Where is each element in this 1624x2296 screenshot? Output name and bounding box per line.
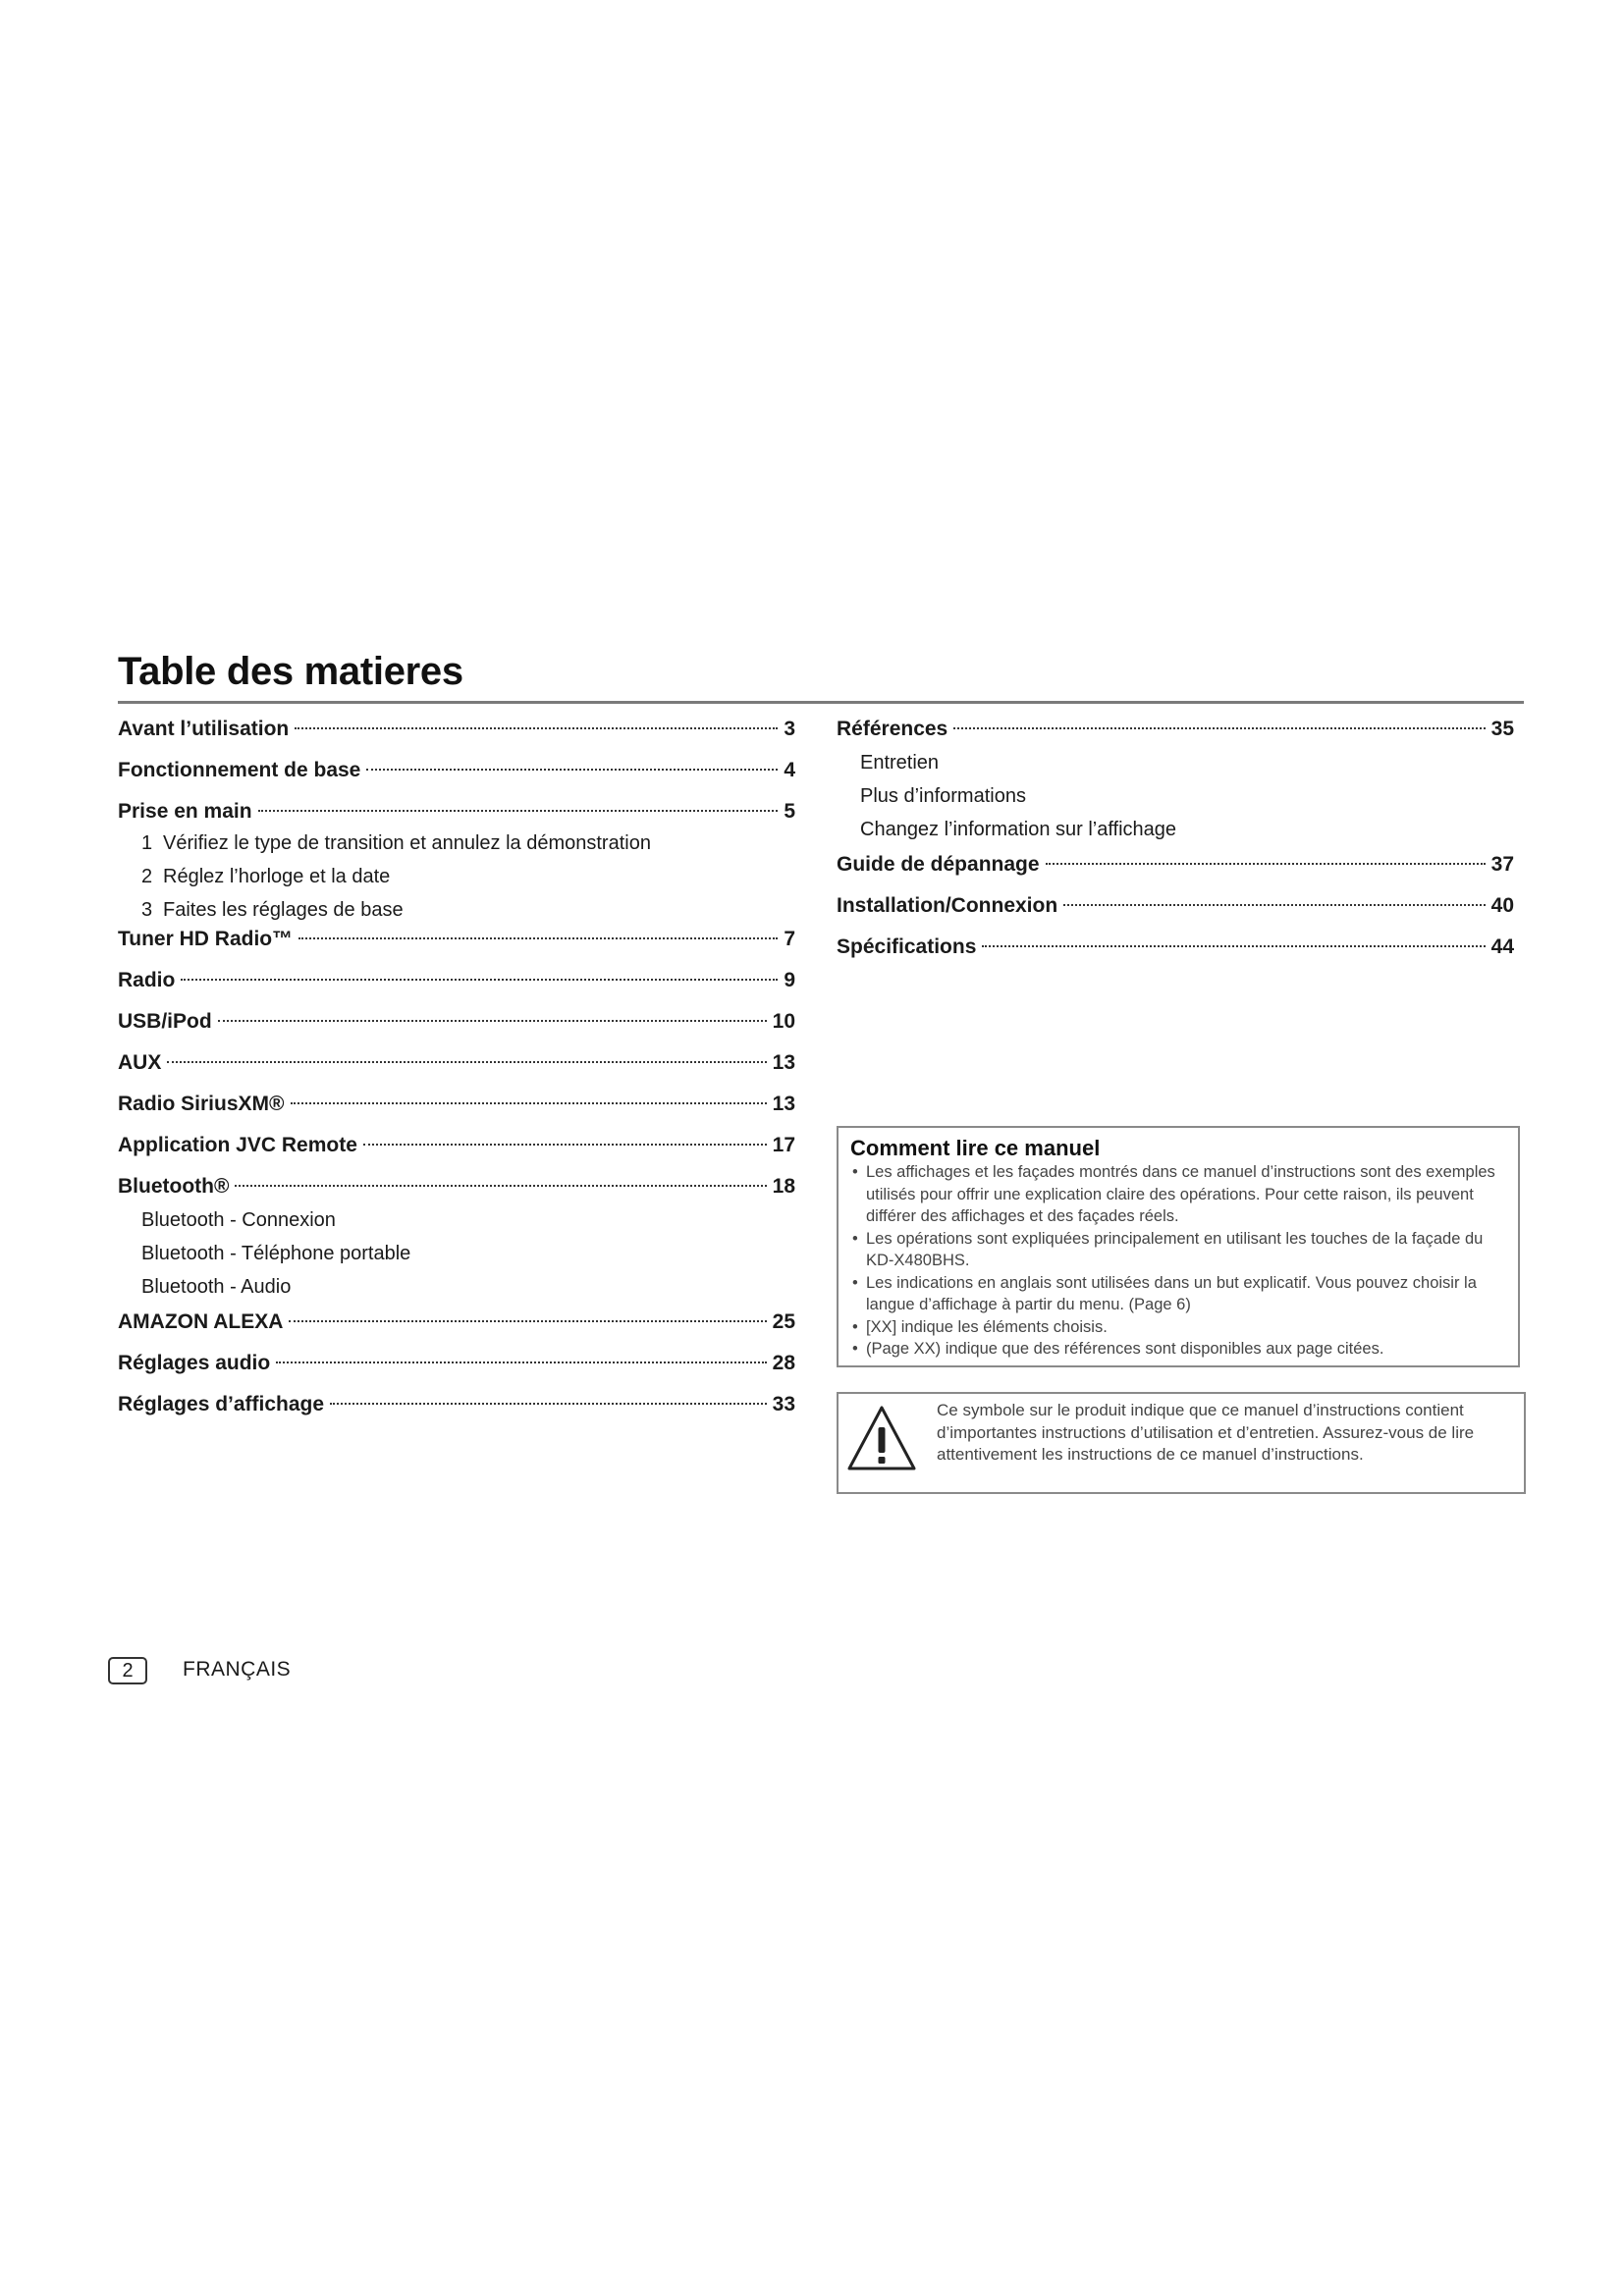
title-divider [118, 701, 1524, 704]
toc-subentry[interactable]: Bluetooth - Téléphone portable [141, 1243, 411, 1264]
step-number: 3 [141, 899, 153, 921]
how-to-read-box [837, 1126, 1520, 1367]
toc-subentries [837, 746, 1514, 846]
dot-leader [235, 1185, 766, 1187]
toc-entry-page: 33 [772, 1393, 795, 1415]
toc-subentry-label: Réglez l’horloge et la date [163, 866, 391, 887]
toc-entry[interactable] [837, 850, 1514, 880]
toc-subentry[interactable]: Plus d’informations [860, 785, 1026, 807]
toc-entry-page: 28 [772, 1352, 795, 1374]
dot-leader [167, 1061, 766, 1063]
dot-leader [276, 1362, 766, 1363]
toc-subentry[interactable] [141, 827, 795, 860]
step-number: 1 [141, 832, 153, 854]
dot-leader [258, 810, 779, 812]
toc-entry-page: 7 [784, 928, 795, 950]
toc-entry-label: Spécifications [837, 935, 977, 958]
dot-leader [218, 1020, 767, 1022]
toc-entry-page: 13 [772, 1051, 795, 1074]
toc-entry[interactable] [118, 797, 795, 827]
toc-entry[interactable] [118, 925, 795, 954]
how-to-read-heading: Comment lire ce manuel [850, 1136, 1101, 1160]
toc-entry[interactable] [118, 1131, 795, 1160]
warning-text: Ce symbole sur le produit indique que ce manuel d’instructions contient d’importantes instructions d’utilisation et d’entretien. Assurez-vous de lire attentivement les instructions de ce manuel d’instructions. [937, 1401, 1475, 1464]
toc-entry-page: 40 [1490, 894, 1514, 917]
warning-notice-box [837, 1392, 1526, 1494]
toc-entry[interactable] [837, 891, 1514, 921]
how-to-read-item: • Les opérations sont expliquées principalement en utilisant les touches de la façade du KD-X480BHS. [850, 1228, 1506, 1272]
footer-language: FRANÇAIS [183, 1658, 292, 1681]
toc-entry-label: Tuner HD Radio™ [118, 928, 294, 950]
toc-entry[interactable] [118, 966, 795, 995]
toc-left-column [118, 715, 795, 1431]
dot-leader [366, 769, 778, 771]
how-to-read-item: • Les indications en anglais sont utilisées dans un but explicatif. Vous pouvez choisir la langue d’affichage à partir du menu. (Page 6) [850, 1272, 1506, 1316]
toc-entry-page: 3 [784, 718, 795, 740]
toc-entry-label: Réglages d’affichage [118, 1393, 325, 1415]
step-number: 2 [141, 866, 153, 887]
toc-entry-page: 44 [1490, 935, 1514, 958]
how-to-read-list [850, 1161, 1506, 1361]
toc-entry-label: Radio SiriusXM® [118, 1093, 285, 1115]
toc-entry[interactable] [118, 1390, 795, 1419]
toc-entry-label: AUX [118, 1051, 162, 1074]
toc-right-column [837, 715, 1514, 974]
dot-leader [181, 979, 778, 981]
toc-entry-page: 4 [784, 759, 795, 781]
toc-entry[interactable] [837, 933, 1514, 962]
toc-subentry[interactable]: Entretien [860, 752, 940, 774]
toc-entry[interactable] [118, 756, 795, 785]
toc-entry[interactable] [118, 1308, 795, 1337]
toc-entry-page: 10 [772, 1010, 795, 1033]
toc-subentry-label: Faites les réglages de base [163, 899, 404, 921]
toc-entry-label: Guide de dépannage [837, 853, 1040, 876]
page-title: Table des matieres [118, 650, 463, 693]
dot-leader [982, 945, 1485, 947]
toc-entry[interactable] [118, 715, 795, 744]
dot-leader [363, 1144, 767, 1146]
how-to-read-item: • (Page XX) indique que des références sont disponibles aux page citées. [850, 1338, 1506, 1361]
dot-leader [295, 727, 778, 729]
toc-entry-page: 13 [772, 1093, 795, 1115]
page-number: 2 [108, 1657, 147, 1684]
toc-entry-page: 25 [772, 1310, 795, 1333]
toc-entry-label: USB/iPod [118, 1010, 212, 1033]
toc-entry[interactable] [118, 1048, 795, 1078]
toc-entry-label: AMAZON ALEXA [118, 1310, 284, 1333]
toc-subentry[interactable] [141, 860, 795, 893]
toc-entry-label: Réglages audio [118, 1352, 271, 1374]
toc-subentries [118, 1203, 795, 1304]
toc-subentry[interactable]: Bluetooth - Connexion [141, 1209, 336, 1231]
dot-leader [289, 1320, 766, 1322]
toc-entry[interactable] [118, 1007, 795, 1037]
how-to-read-item: • Les affichages et les façades montrés dans ce manuel d’instructions sont des exemples utilisés pour offrir une explication claire des opérations. Pour cette raison, ils peuvent différer des affichages et des façades réels. [850, 1161, 1506, 1228]
toc-entry-page: 17 [772, 1134, 795, 1156]
dot-leader [1046, 863, 1486, 865]
toc-entry-page: 35 [1490, 718, 1514, 740]
toc-entry-label: Radio [118, 969, 176, 991]
dot-leader [330, 1403, 767, 1405]
toc-entry-page: 18 [772, 1175, 795, 1198]
dot-leader [953, 727, 1485, 729]
how-to-read-item: • [XX] indique les éléments choisis. [850, 1316, 1506, 1339]
toc-subentry[interactable] [141, 893, 795, 927]
toc-subentry-label: Vérifiez le type de transition et annulez la démonstration [163, 832, 651, 854]
toc-entry-label: Fonctionnement de base [118, 759, 361, 781]
warning-triangle-icon [846, 1404, 917, 1474]
toc-entry-label: Bluetooth® [118, 1175, 230, 1198]
toc-subentry[interactable]: Changez l’information sur l’affichage [860, 819, 1177, 840]
toc-subentries [118, 827, 795, 927]
dot-leader [1063, 904, 1485, 906]
toc-entry-label: Avant l’utilisation [118, 718, 290, 740]
toc-entry-label: Installation/Connexion [837, 894, 1058, 917]
toc-entry[interactable] [118, 1172, 795, 1201]
toc-entry-page: 5 [784, 800, 795, 823]
toc-subentry[interactable]: Bluetooth - Audio [141, 1276, 292, 1298]
toc-entry[interactable] [118, 1349, 795, 1378]
dot-leader [298, 937, 778, 939]
toc-entry[interactable] [837, 715, 1514, 744]
toc-entry-label: Références [837, 718, 948, 740]
toc-entry-page: 37 [1490, 853, 1514, 876]
toc-entry-page: 9 [784, 969, 795, 991]
toc-entry[interactable] [118, 1090, 795, 1119]
toc-entry-label: Application JVC Remote [118, 1134, 357, 1156]
toc-entry-label: Prise en main [118, 800, 252, 823]
dot-leader [291, 1102, 767, 1104]
